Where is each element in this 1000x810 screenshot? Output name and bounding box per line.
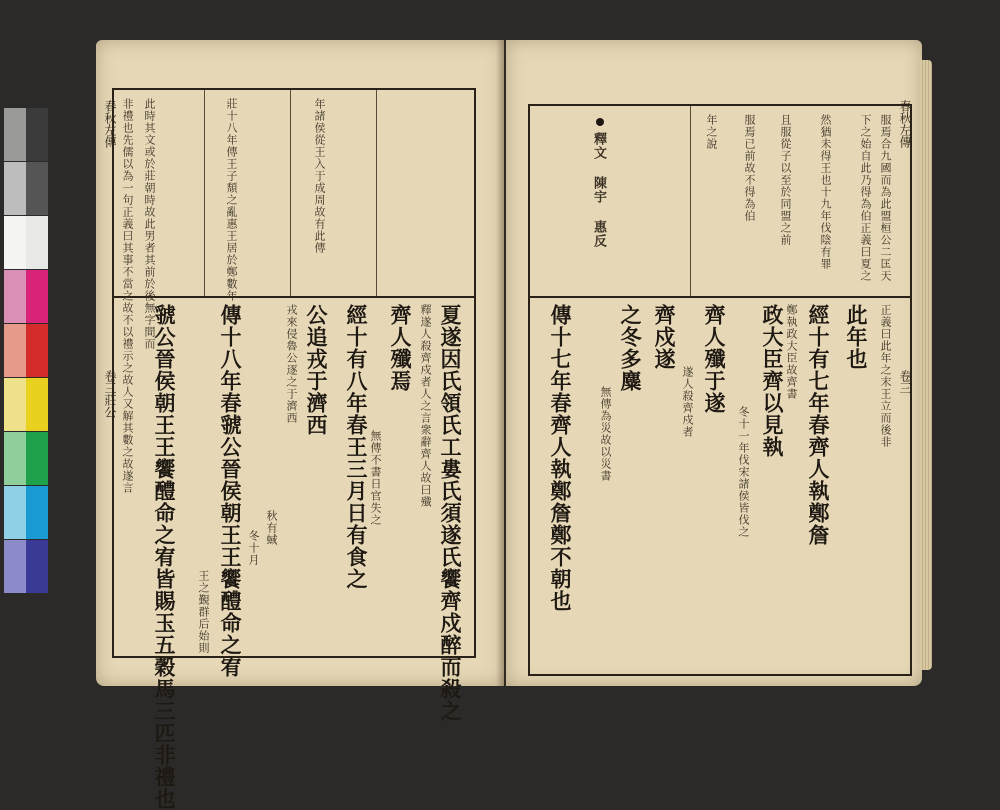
upper-note: 服焉合九國而為此盟桓公二匡天 xyxy=(879,114,892,282)
main-text-column: 公追戎于濟西 xyxy=(304,304,329,436)
column-rule xyxy=(376,90,377,296)
upper-note: 非禮也先儒以為一句正義曰其事不當之故不以禮示之故人又解其數之故遂言 xyxy=(121,98,134,494)
note-column: 釋遂人殺齊戍者人之言衆辭齊人故曰殲 xyxy=(419,304,432,508)
right-margin-label-bottom: 卷三 xyxy=(898,370,912,394)
upper-note: 且服從子以至於同盟之前 xyxy=(779,114,792,246)
page-edges xyxy=(920,60,932,670)
main-text-column: 經十有八年春王三月日有食之 xyxy=(344,304,369,590)
note-column: 無傳不書日官失之 xyxy=(369,430,382,526)
right-text-frame xyxy=(528,104,912,676)
right-divider xyxy=(530,296,910,298)
note-column: 王之覲群后始則 xyxy=(197,570,210,654)
note-column: 秋有蜮 xyxy=(265,510,278,546)
column-rule xyxy=(204,90,205,296)
note-column: 戎來侵魯公逐之于濟西 xyxy=(285,304,298,424)
note-column: 無傳為災故以災書 xyxy=(599,386,612,482)
main-text-column: 虢公晉侯朝王王饗醴命之宥皆賜玉五穀馬三匹非禮也 xyxy=(152,304,177,810)
left-page xyxy=(96,40,504,810)
main-text-column: 齊人殲于遂 xyxy=(702,304,727,414)
main-text-column: 經十有七年春齊人執鄭詹 xyxy=(806,304,831,546)
main-text-column: 此年也 xyxy=(844,304,869,370)
main-text-column: 齊人殲焉 xyxy=(388,304,413,392)
main-text-column: 傳十七年春齊人執鄭詹鄭不朝也 xyxy=(548,304,573,612)
right-margin-label-top: 春秋左傳 xyxy=(898,100,912,148)
note-column: 冬十一年伐宋諸侯皆伐之 xyxy=(737,406,750,538)
left-margin-label-bottom: 卷三莊公 xyxy=(103,370,117,418)
left-text-frame xyxy=(112,88,476,810)
circle-ornament xyxy=(596,118,604,126)
note-column: 遂人殺齊戍者 xyxy=(681,366,694,438)
main-text-column: 夏遂因氏領氏工婁氏須遂氏饗齊戍醉而殺之 xyxy=(438,304,463,722)
main-text-column: 政大臣齊以見執 xyxy=(760,304,785,458)
note-column: 鄭執政大臣故齊書 xyxy=(785,304,798,400)
color-calibration-bar xyxy=(4,108,48,598)
upper-note: 年諸侯從王入于成周故有此傳 xyxy=(313,98,326,254)
upper-note: 年之說 xyxy=(705,114,718,150)
note-column: 冬十月 xyxy=(247,530,260,566)
upper-note: 然猶未得王也十九年伐陰有罪 xyxy=(819,114,832,270)
main-text-column: 傳十八年春虢公晉侯朝王王饗醴命之宥 xyxy=(218,304,243,678)
open-book xyxy=(96,40,922,810)
upper-note: 下之始自此乃得為伯正義曰夏之 xyxy=(859,114,872,282)
column-rule xyxy=(690,106,691,296)
upper-note: 此時其文或於莊朝時故此男者其前於後無字間而 xyxy=(143,98,156,350)
left-margin-label-top: 春秋左傳 xyxy=(103,100,117,148)
column-rule xyxy=(290,90,291,296)
right-page xyxy=(506,40,922,686)
upper-note: 服焉已前故不得為伯 xyxy=(743,114,756,222)
left-divider xyxy=(114,296,474,298)
main-text-column: 之冬多麋 xyxy=(618,304,643,392)
note-column: 正義曰此年之末王立而後非 xyxy=(879,304,892,448)
upper-side-label: 釋文 陳宇 惠反 xyxy=(591,132,606,248)
upper-note: 莊十八年傳王子頹之亂惠王居於鄭數年 xyxy=(225,98,238,302)
main-text-column: 齊戍遂 xyxy=(652,304,677,370)
